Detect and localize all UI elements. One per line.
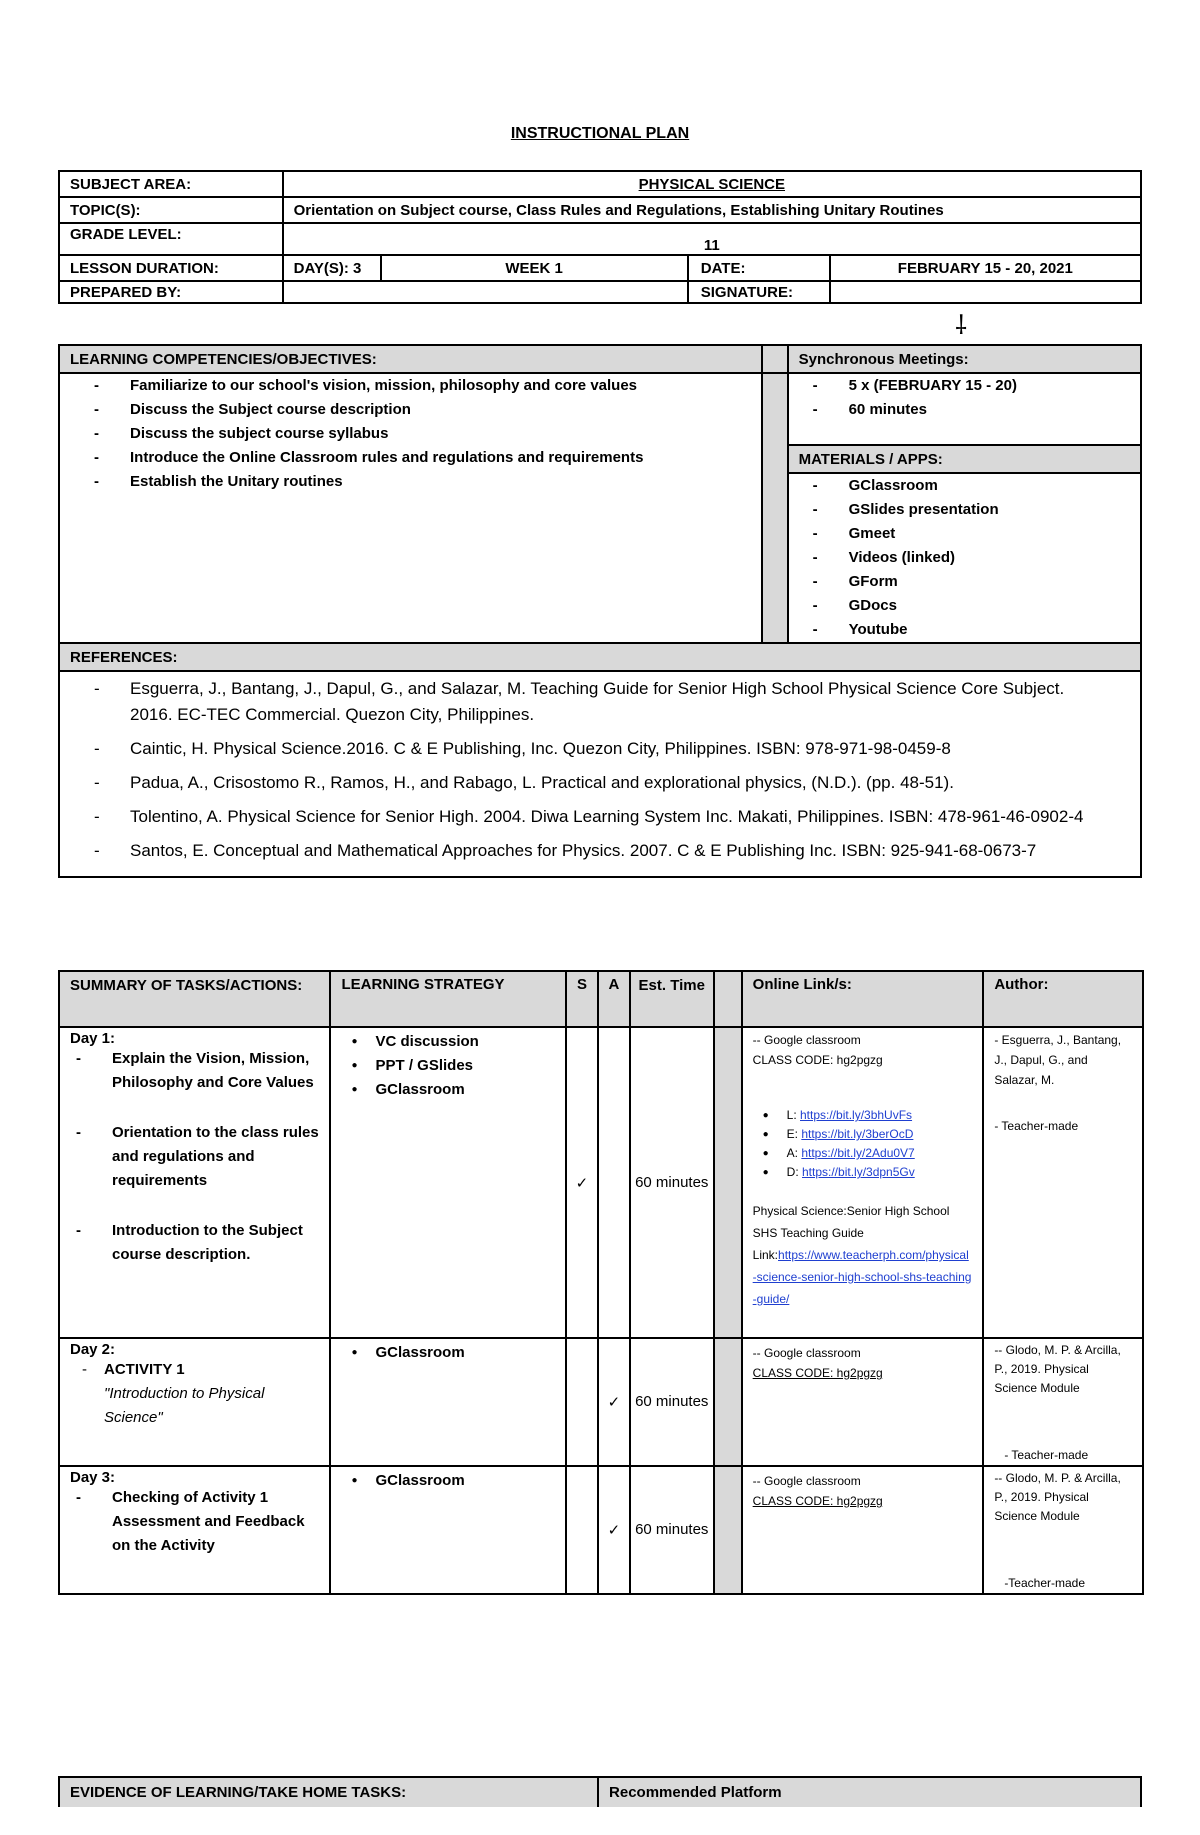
material-item: - GClassroom — [813, 474, 1140, 498]
day3-strategy-cell — [330, 1466, 566, 1594]
evidence-label: EVIDENCE OF LEARNING/TAKE HOME TASKS: — [59, 1777, 598, 1807]
day1-author: - Esguerra, J., Bantang, J., Dapul, G., and Salazar, M. — [994, 1033, 1122, 1087]
link-url[interactable]: https://bit.ly/3bhUvFs — [800, 1108, 913, 1122]
day2-gc: -- Google classroom — [752, 1346, 861, 1360]
day1-task: - Explain the Vision, Mission, Philosophy and Core Values — [76, 1047, 319, 1095]
material-item: - GForm — [813, 570, 1140, 594]
day3-time: 60 minutes — [630, 1466, 714, 1594]
shaded-divider — [762, 373, 788, 643]
sync-item: - 60 minutes — [813, 398, 1140, 422]
day1-task: - Orientation to the class rules and regulations and requirements — [76, 1121, 319, 1193]
link-prefix: L: — [786, 1108, 800, 1122]
material-item: - Youtube — [813, 618, 1140, 642]
summary-header: SUMMARY OF TASKS/ACTIONS: — [59, 971, 330, 1027]
evidence-table — [58, 1776, 1142, 1807]
day2-label: Day 2: — [70, 1341, 116, 1358]
topics-label: TOPIC(S): — [59, 197, 283, 223]
references-label: REFERENCES: — [59, 643, 1141, 671]
shaded-column — [714, 1338, 742, 1466]
day3-s-check — [566, 1466, 598, 1594]
strategy-item: ● VC discussion — [351, 1030, 565, 1054]
material-item: - Gmeet — [813, 522, 1140, 546]
tasks-table — [58, 970, 1144, 1595]
grade-level-value: 11 — [283, 223, 1141, 255]
strategy-item: ● GClassroom — [351, 1078, 565, 1102]
link-item — [763, 1106, 973, 1125]
day3-label: Day 3: — [70, 1469, 116, 1486]
reference-item: - Caintic, H. Physical Science.2016. C & E Publishing, Inc. Quezon City, Philippines. ISBN: 978-971-98-0459-8 — [94, 736, 1110, 762]
strategy-item: ● GClassroom — [351, 1341, 565, 1365]
day2-a-check: ✓ — [598, 1338, 630, 1466]
day3-a-check: ✓ — [598, 1466, 630, 1594]
competency-item: - Familiarize to our school's vision, mission, philosophy and core values — [94, 374, 761, 398]
day2-author2: - Teacher-made — [1004, 1448, 1089, 1462]
day2-time: 60 minutes — [630, 1338, 714, 1466]
guide-text: Physical Science:Senior High School SHS Teaching Guide — [752, 1204, 950, 1240]
subject-area-label: SUBJECT AREA: — [59, 171, 283, 197]
day3-author: -- Glodo, M. P. & Arcilla, P., 2019. Physical Science Module — [994, 1471, 1121, 1523]
day1-cell — [59, 1027, 330, 1338]
link-item — [763, 1163, 973, 1182]
guide-url[interactable]: https://www.teacherph.com/physical-science-senior-high-school-shs-teaching-guide/ — [752, 1248, 972, 1306]
platform-label: Recommended Platform — [598, 1777, 1141, 1807]
day1-time: 60 minutes — [630, 1027, 714, 1338]
time-header: Est. Time — [630, 971, 714, 1027]
day3-task: - Checking of Activity 1 Assessment and Feedback on the Activity — [76, 1486, 319, 1558]
materials-cell — [788, 473, 1141, 643]
competency-item: - Discuss the Subject course description — [94, 398, 761, 422]
day1-strategy-cell — [330, 1027, 566, 1338]
signature-scribble-icon: ⸸ — [955, 311, 968, 341]
material-item: - GSlides presentation — [813, 498, 1140, 522]
day1-task: - Introduction to the Subject course description. — [76, 1219, 319, 1267]
prepared-by-value — [283, 281, 688, 303]
sync-item: - 5 x (FEBRUARY 15 - 20) — [813, 374, 1140, 398]
date-value: FEBRUARY 15 - 20, 2021 — [830, 255, 1141, 281]
reference-item: - Santos, E. Conceptual and Mathematical Approaches for Physics. 2007. C & E Publishing Inc. ISBN: 925-941-68-0673-7 — [94, 838, 1110, 864]
day1-gc: -- Google classroom — [752, 1033, 861, 1047]
days-value: DAY(S): 3 — [283, 255, 381, 281]
grade-level-label: GRADE LEVEL: — [59, 223, 283, 255]
reference-item: - Tolentino, A. Physical Science for Senior High. 2004. Diwa Learning System Inc. Makati, Philippines. ISBN: 478-961-46-0902-4 — [94, 804, 1110, 830]
day1-a-check — [598, 1027, 630, 1338]
link-url[interactable]: https://bit.ly/3dpn5Gv — [802, 1165, 915, 1179]
strategy-item: ● GClassroom — [351, 1469, 565, 1493]
day2-links-cell — [742, 1338, 984, 1466]
day2-authors-cell — [983, 1338, 1143, 1466]
link-prefix: A: — [786, 1146, 802, 1160]
signature-label: SIGNATURE: — [688, 281, 830, 303]
date-label: DATE: — [688, 255, 830, 281]
subject-area-value: PHYSICAL SCIENCE — [283, 171, 1141, 197]
day1-authors-cell — [983, 1027, 1143, 1338]
day3-links-cell — [742, 1466, 984, 1594]
competency-item: - Introduce the Online Classroom rules and regulations and requirements — [94, 446, 761, 470]
shaded-column — [714, 1466, 742, 1594]
strategy-header: LEARNING STRATEGY — [330, 971, 566, 1027]
header-table — [58, 170, 1142, 304]
day2-activity-name: ACTIVITY 1 — [104, 1361, 185, 1378]
week-value: WEEK 1 — [381, 255, 688, 281]
reference-item: - Esguerra, J., Bantang, J., Dapul, G., and Salazar, M. Teaching Guide for Senior High School Physical Science Core Subject. 2016. EC-TEC Commercial. Quezon City, Philippines. — [94, 676, 1110, 728]
day2-activity-title: "Introduction to Physical Science" — [104, 1385, 265, 1426]
s-header: S — [566, 971, 598, 1027]
references-cell — [59, 671, 1141, 877]
material-item: - GDocs — [813, 594, 1140, 618]
day2-cell — [59, 1338, 330, 1466]
signature-value — [830, 281, 1141, 303]
link-url[interactable]: https://bit.ly/2Adu0V7 — [801, 1146, 915, 1160]
sync-cell — [788, 373, 1141, 445]
reference-item: - Padua, A., Crisostomo R., Ramos, H., and Rabago, L. Practical and explorational physics, (N.D.). (pp. 48-51). — [94, 770, 1110, 796]
shaded-column — [714, 971, 742, 1027]
day3-code: CLASS CODE: hg2pgzg — [752, 1494, 883, 1508]
day3-cell — [59, 1466, 330, 1594]
guide-link — [753, 1244, 973, 1310]
day2-s-check — [566, 1338, 598, 1466]
competencies-cell — [59, 373, 762, 643]
lesson-duration-label: LESSON DURATION: — [59, 255, 283, 281]
competencies-label: LEARNING COMPETENCIES/OBJECTIVES: — [59, 345, 762, 373]
day2-author: -- Glodo, M. P. & Arcilla, P., 2019. Physical Science Module — [994, 1343, 1121, 1395]
guide-link-label: Link: — [752, 1248, 779, 1262]
competencies-table — [58, 344, 1142, 878]
strategy-item: ● PPT / GSlides — [351, 1054, 565, 1078]
day2-activity: - ACTIVITY 1 "Introduction to Physical Science" — [70, 1358, 319, 1430]
day3-gc: -- Google classroom — [752, 1474, 861, 1488]
author-header: Author: — [983, 971, 1143, 1027]
sync-label: Synchronous Meetings: — [788, 345, 1141, 373]
day1-author: - Teacher-made — [994, 1119, 1079, 1133]
link-item — [763, 1125, 973, 1144]
day1-label: Day 1: — [70, 1030, 116, 1047]
day2-code: CLASS CODE: hg2pgzg — [752, 1366, 883, 1380]
page-title: INSTRUCTIONAL PLAN — [510, 125, 690, 142]
competency-item: - Establish the Unitary routines — [94, 470, 761, 494]
link-prefix: E: — [786, 1127, 802, 1141]
prepared-by-label: PREPARED BY: — [59, 281, 283, 303]
day1-code: CLASS CODE: hg2pgzg — [752, 1053, 883, 1067]
day3-author2: -Teacher-made — [1004, 1576, 1086, 1590]
link-prefix: D: — [786, 1165, 802, 1179]
links-header: Online Link/s: — [742, 971, 984, 1027]
competency-item: - Discuss the subject course syllabus — [94, 422, 761, 446]
competencies-gap — [762, 345, 788, 373]
day3-authors-cell — [983, 1466, 1143, 1594]
day1-s-check: ✓ — [566, 1027, 598, 1338]
link-item — [763, 1144, 973, 1163]
materials-label: MATERIALS / APPS: — [788, 445, 1141, 473]
a-header: A — [598, 971, 630, 1027]
day1-links-cell — [742, 1027, 984, 1338]
day2-strategy-cell — [330, 1338, 566, 1466]
material-item: - Videos (linked) — [813, 546, 1140, 570]
shaded-column — [714, 1027, 742, 1338]
topics-value: Orientation on Subject course, Class Rules and Regulations, Establishing Unitary Routines — [283, 197, 1141, 223]
link-url[interactable]: https://bit.ly/3berOcD — [801, 1127, 914, 1141]
